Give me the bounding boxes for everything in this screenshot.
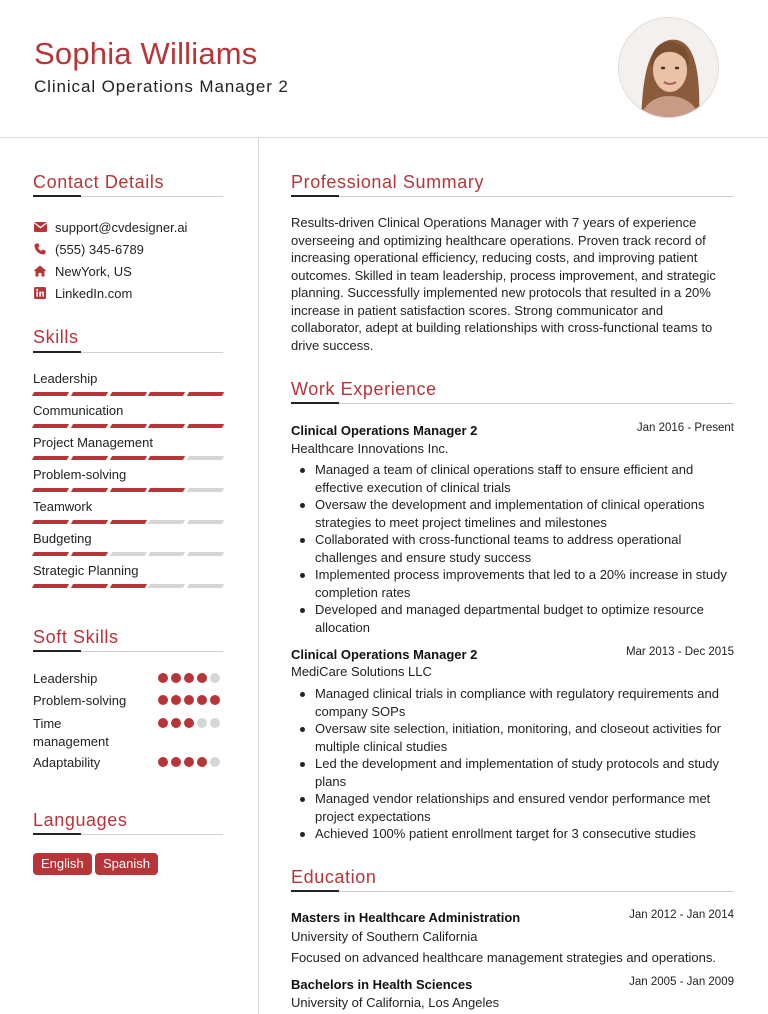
skill-level-segment [71, 456, 108, 460]
skill-level-segment [187, 392, 224, 396]
contact-email-text: support@cvdesigner.ai [55, 219, 188, 235]
contact-title: Contact Details [33, 172, 165, 192]
skill-label: Problem-solving [33, 467, 127, 482]
profile-photo [618, 17, 719, 118]
skill-level-segment [187, 552, 224, 556]
job-bullet: Achieved 100% patient enrollment target for 3 consecutive studies [291, 825, 737, 843]
skill-level-segment [32, 552, 69, 556]
job-bullets [291, 685, 737, 843]
candidate-name: Sophia Williams [34, 36, 258, 71]
soft-skill-label: Problem-solving [33, 693, 127, 708]
contact-phone-text: (555) 345-6789 [55, 241, 144, 257]
soft-skill-label: Time management [33, 716, 109, 749]
rating-dot [210, 757, 220, 767]
skill-level-segment [148, 392, 185, 396]
phone-icon [33, 242, 47, 256]
skill-level-bar [33, 552, 223, 557]
skill-label: Budgeting [33, 531, 92, 546]
education-title: Education [291, 867, 377, 887]
soft-skill-rating [158, 718, 220, 728]
skill-level-segment [32, 520, 69, 524]
summary-title: Professional Summary [291, 172, 485, 192]
job-bullet: Developed and managed departmental budget to optimize resource allocation [291, 601, 737, 636]
rating-dot [171, 673, 181, 683]
skill-level-segment [148, 552, 185, 556]
soft-skills-title: Soft Skills [33, 627, 119, 647]
rating-dot [184, 673, 194, 683]
job-bullet: Managed a team of clinical operations staff to ensure efficient and effective execution of clinical trials [291, 461, 737, 496]
rating-dot [158, 673, 168, 683]
column-divider [258, 138, 259, 1014]
rating-dot [184, 757, 194, 767]
job-dates: Jan 2016 - Present [636, 422, 734, 434]
rating-dot [210, 718, 220, 728]
skill-level-segment [109, 552, 146, 556]
soft-skill-rating [158, 673, 220, 683]
skill-level-segment [32, 488, 69, 492]
skill-level-bar [33, 584, 223, 589]
summary-text: Results-driven Clinical Operations Manager with 7 years of experience overseeing and optimizing healthcare operations. Proven track record of increasing operational efficiency, reducing costs, and improving patient outcomes. Skilled in team leadership, process improvement, and strategic planning. Successfully implemented new protocols that resulted in a 20% increase in patient satisfaction scores. Strong communicator and collaborator, adept at building relationships with cross-functional teams to drive success. [291, 215, 716, 353]
experience-rule [291, 403, 734, 404]
skill-label: Teamwork [33, 499, 93, 514]
job-title: Clinical Operations Manager 2 [291, 647, 478, 662]
job-bullet: Managed clinical trials in compliance with regulatory requirements and company SOPs [291, 685, 737, 720]
skill-level-segment [71, 424, 108, 428]
skill-level-segment [187, 488, 224, 492]
rating-dot [197, 673, 207, 683]
education-rule [291, 891, 734, 892]
language-badge: Spanish [95, 853, 158, 875]
skill-level-segment [109, 488, 146, 492]
skill-level-segment [148, 488, 185, 492]
rating-dot [158, 695, 168, 705]
skill-level-segment [109, 584, 146, 588]
skill-level-segment [32, 584, 69, 588]
skills-title: Skills [33, 327, 79, 347]
job-bullet: Implemented process improvements that led to a 20% increase in study completion rates [291, 566, 737, 601]
rating-dot [184, 718, 194, 728]
resume-header [0, 0, 768, 138]
candidate-role: Clinical Operations Manager 2 [34, 77, 289, 96]
linkedin-icon [33, 286, 47, 300]
skill-level-segment [109, 520, 146, 524]
edu-dates: Jan 2012 - Jan 2014 [629, 909, 734, 921]
job-bullet: Oversaw the development and implementation of clinical operations strategies to meet project timelines and milestones [291, 496, 737, 531]
skill-level-segment [32, 456, 69, 460]
edu-school: University of California, Los Angeles [291, 995, 500, 1010]
edu-description: Focused on advanced healthcare management strategies and operations. [291, 950, 716, 965]
skill-level-segment [109, 424, 146, 428]
rating-dot [158, 757, 168, 767]
skill-level-segment [148, 424, 185, 428]
job-company: Healthcare Innovations Inc. [291, 441, 449, 456]
soft-skill-rating [158, 695, 220, 705]
edu-dates: Jan 2005 - Jan 2009 [629, 976, 734, 988]
experience-title: Work Experience [291, 379, 437, 399]
languages-rule [33, 834, 223, 835]
envelope-icon [33, 220, 47, 234]
contact-phone[interactable] [33, 241, 144, 257]
languages-title: Languages [33, 810, 128, 830]
soft-skill-rating [158, 757, 220, 767]
job-company: MediCare Solutions LLC [291, 664, 432, 679]
rating-dot [171, 695, 181, 705]
skill-level-segment [71, 488, 108, 492]
skill-label: Leadership [33, 371, 98, 386]
skills-rule [33, 352, 223, 353]
job-title: Clinical Operations Manager 2 [291, 423, 478, 438]
rating-dot [158, 718, 168, 728]
skill-level-segment [71, 520, 108, 524]
contact-linkedin-text: LinkedIn.com [55, 285, 133, 301]
job-bullets [291, 461, 737, 636]
job-bullet: Led the development and implementation of study protocols and study plans [291, 755, 737, 790]
edu-degree: Bachelors in Health Sciences [291, 977, 473, 992]
soft-skill-label: Leadership [33, 671, 98, 686]
skill-level-bar [33, 456, 223, 461]
skill-level-bar [33, 392, 223, 397]
edu-degree: Masters in Healthcare Administration [291, 910, 521, 925]
profile-photo-portrait [619, 18, 719, 118]
job-bullet: Oversaw site selection, initiation, monitoring, and closeout activities for multiple clinical studies [291, 720, 737, 755]
skill-level-segment [32, 392, 69, 396]
language-badge: English [33, 853, 92, 875]
contact-location [33, 263, 132, 279]
skill-level-bar [33, 488, 223, 493]
job-dates: Mar 2013 - Dec 2015 [625, 646, 734, 658]
contact-location-text: NewYork, US [55, 263, 132, 279]
summary-rule [291, 196, 734, 197]
rating-dot [210, 673, 220, 683]
rating-dot [171, 757, 181, 767]
rating-dot [197, 718, 207, 728]
skill-level-segment [71, 584, 108, 588]
skill-level-bar [33, 424, 223, 429]
skill-level-segment [32, 424, 69, 428]
skill-level-segment [148, 456, 185, 460]
rating-dot [171, 718, 181, 728]
skill-level-segment [148, 584, 185, 588]
skill-level-segment [187, 424, 224, 428]
skill-level-segment [71, 552, 108, 556]
skill-label: Project Management [33, 435, 153, 450]
home-icon [33, 264, 47, 278]
skill-level-segment [71, 392, 108, 396]
skill-level-segment [109, 392, 146, 396]
contact-rule [33, 196, 223, 197]
edu-school: University of Southern California [291, 929, 478, 944]
skill-level-bar [33, 520, 223, 525]
skill-level-segment [187, 456, 224, 460]
job-bullet: Collaborated with cross-functional teams to address operational challenges and ensure study success [291, 531, 737, 566]
skill-level-segment [148, 520, 185, 524]
job-bullet: Managed vendor relationships and ensured vendor performance met project expectations [291, 790, 737, 825]
skill-level-segment [187, 584, 224, 588]
rating-dot [210, 695, 220, 705]
rating-dot [197, 695, 207, 705]
contact-email[interactable] [33, 219, 187, 235]
skill-label: Strategic Planning [33, 563, 139, 578]
contact-linkedin[interactable] [33, 285, 132, 301]
soft-skill-label: Adaptability [33, 755, 101, 770]
skill-level-segment [109, 456, 146, 460]
rating-dot [184, 695, 194, 705]
skill-level-segment [187, 520, 224, 524]
rating-dot [197, 757, 207, 767]
skill-label: Communication [33, 403, 124, 418]
soft-skills-rule [33, 651, 223, 652]
